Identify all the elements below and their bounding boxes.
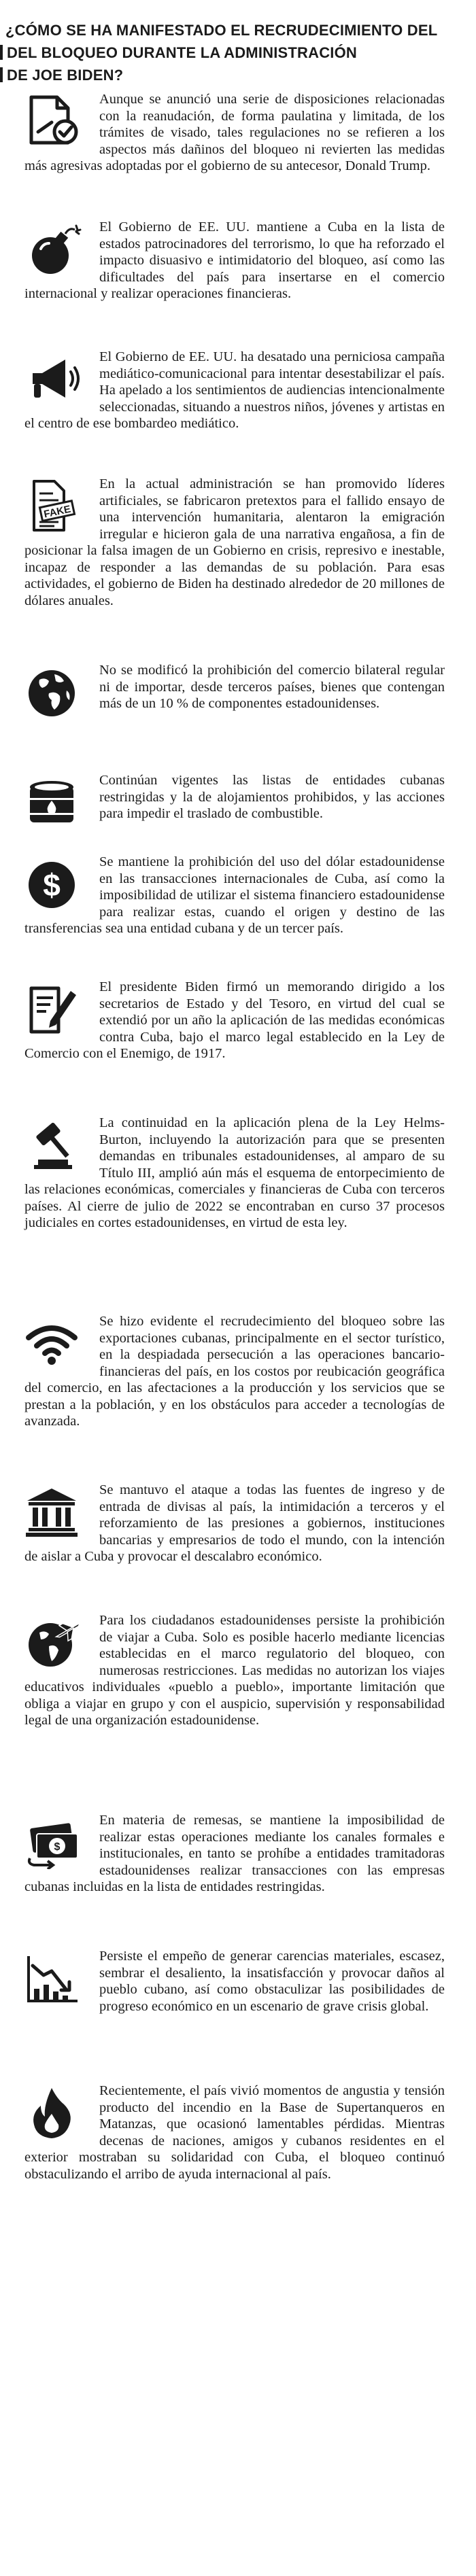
bank-icon	[24, 1486, 88, 1539]
item-exports	[24, 1313, 445, 1430]
document-check-icon	[24, 95, 88, 148]
item-text: No se modificó la prohibición del comercio bilateral regular ni de importar, desde terceros países, bienes que contengan más de un 10 % de componentes estadounidenses.	[99, 663, 445, 711]
header-line-3: DE JOE BIDEN?	[0, 64, 476, 86]
item-dollar	[24, 854, 445, 937]
item-bilateral-trade	[24, 662, 445, 722]
declining-chart-icon	[24, 1952, 88, 2005]
wifi-icon	[24, 1317, 88, 1370]
item-terror-list	[24, 219, 445, 302]
bomb-icon	[24, 223, 88, 276]
item-text: Para los ciudadanos estadounidenses persiste la prohibición de viajar a Cuba. Solo es posible hacerlo mediante licencias establecidas en el marco regulatorio del bloqueo, con numerosas restricciones. Las medidas no autorizan los viajes educativos individuales «pueblo a pueblo», importante limitación que obliga a viajar en grupo y con el auspicio, supervisión y responsabilidad legal de una organización estadounidense.	[24, 1613, 445, 1728]
item-income-sources	[24, 1482, 445, 1565]
item-media-campaign	[24, 349, 445, 432]
svg-text:FAKE: FAKE	[42, 503, 72, 521]
dollar-icon	[24, 858, 88, 911]
fire-icon	[24, 2087, 88, 2140]
item-text: Aunque se anunció una serie de disposiciones relacionadas con la reanudación, de forma paulatina y limitada, de los trámites de visado, tales regulaciones no se refieren a los aspectos más dañinos del bloqueo ni revierten las medidas más agresivas adoptadas por el gobierno de su antecesor, Donald Trump.	[24, 92, 445, 173]
svg-text:$: $	[54, 1841, 61, 1853]
fake-news-icon	[24, 480, 88, 533]
header-line-2: DEL BLOQUEO DURANTE LA ADMINISTRACIÓN	[0, 41, 476, 64]
document-pen-icon	[24, 983, 88, 1036]
item-visas	[24, 91, 445, 175]
travel-globe-icon	[24, 1616, 88, 1669]
item-travel	[24, 1612, 445, 1729]
item-helms-burton	[24, 1115, 445, 1232]
header-line-1: ¿CÓMO SE HA MANIFESTADO EL RECRUDECIMIENTO DEL	[5, 22, 438, 39]
item-memorandum	[24, 979, 445, 1062]
item-shortages	[24, 1948, 445, 2015]
item-text: Recientemente, el país vivió momentos de angustia y tensión producto del incendio en la Base de Supertanqueros en Matanzas, que ocasionó lamentables pérdidas. Mientras decenas de naciones, amigos y cubanos residentes en el exterior mostraban su solidaridad con Cuba, el bloqueo continuó obstaculizando el arribo de ayuda internacional al país.	[24, 2083, 445, 2182]
item-fuel	[24, 772, 445, 832]
svg-text:$: $	[43, 867, 61, 903]
money-transfer-icon	[24, 1816, 88, 1869]
item-text: El Gobierno de EE. UU. mantiene a Cuba en la lista de estados patrocinadores del terrorismo, lo que ha reforzado el impacto disuasivo e intimidatorio del bloqueo, así como las dificultades del país para insertarse en el comercio internacional y realizar operaciones financieras.	[24, 220, 445, 301]
item-text: Se hizo evidente el recrudecimiento del bloqueo sobre las exportaciones cubanas, principalmente en el sector turístico, en la despiadada persecución a las operaciones bancario-financieras del país, en los costos por reubicación geográfica del comercio, en las afectaciones a la producción y los servicios que se prestan a la población, y en los obstáculos para acceder a tecnologías de avanzada.	[24, 1314, 445, 1429]
item-text: Persiste el empeño de generar carencias materiales, escasez, sembrar el desaliento, la insatisfacción y provocar daños al pueblo cubano, así como obstaculizar las posibilidades de progreso económico en un escenario de grave crisis global.	[99, 1949, 445, 2014]
item-text: Se mantuvo el ataque a todas las fuentes de ingreso y de entrada de divisas al país, la intimidación a terceros y el reforzamiento de las presiones a gobiernos, instituciones bancarias y empresarios de todo el mundo, con la intención de aislar a Cuba y provocar el descalabro económico.	[24, 1482, 445, 1564]
item-text: La continuidad en la aplicación plena de la Ley Helms-Burton, incluyendo la autorización para que se presenten demandas en tribunales estadounidenses, al amparo de su Título III, amplió aún más el esquema de entorpecimiento de las relaciones económicas, comerciales y financieras de Cuba con terceros países. Al cierre de julio de 2022 se encontraban en curso 37 procesos judiciales en cortes estadounidenses, en virtud de esta ley.	[24, 1115, 445, 1230]
gavel-icon	[24, 1119, 88, 1172]
megaphone-icon	[24, 353, 88, 406]
item-remittances	[24, 1812, 445, 1896]
article-header	[0, 19, 476, 86]
item-text: El Gobierno de EE. UU. ha desatado una perniciosa campaña mediático-comunicacional para intentar desestabilizar el país. Ha apelado a los sentimientos de audiencias intencionalmente seleccionadas, situando a nuestros niños, jóvenes y artistas en el centro de ese bombardeo mediático.	[24, 349, 445, 431]
item-text: Continúan vigentes las listas de entidades cubanas restringidas y la de alojamientos prohibidos, y las acciones para impedir el traslado de combustible.	[99, 773, 445, 821]
item-text: En la actual administración se han promovido líderes artificiales, se fabricaron pretextos para el fallido ensayo de una intervención humanitaria, alentaron la emigración irregular e hicieron gala de una narrativa engañosa, a fin de posicionar la falsa imagen de un Gobierno en crisis, represivo e inestable, incapaz de responder a las demandas de su población. Para esas actividades, el gobierno de Biden ha destinado alrededor de 20 millones de dólares anuales.	[24, 476, 445, 608]
item-text: Se mantiene la prohibición del uso del dólar estadounidense en las transacciones internacionales de Cuba, así como la imposibilidad de utilizar el sistema financiero estadounidense para realizar estas, cuando el origen y destino de las transferencias sea una entidad cubana y de un tercer país.	[24, 854, 445, 936]
item-matanzas-fire	[24, 2083, 445, 2182]
item-text: En materia de remesas, se mantiene la imposibilidad de realizar estas operaciones mediante los canales formales e institucionales, en tanto se prohíbe a entidades tramitadoras estadounidenses realizar transacciones con las empresas cubanas incluidas en la lista de entidades restringidas.	[24, 1813, 445, 1894]
fuel-barrel-icon	[24, 776, 88, 829]
item-artificial-leaders	[24, 476, 445, 609]
item-text: El presidente Biden firmó un memorando dirigido a los secretarios de Estado y del Tesoro, en virtud del cual se extendió por un año la aplicación de las medidas económicas contra Cuba, bajo el marco legal establecido en la Ley de Comercio con el Enemigo, de 1917.	[24, 979, 445, 1061]
globe-icon	[24, 666, 88, 719]
